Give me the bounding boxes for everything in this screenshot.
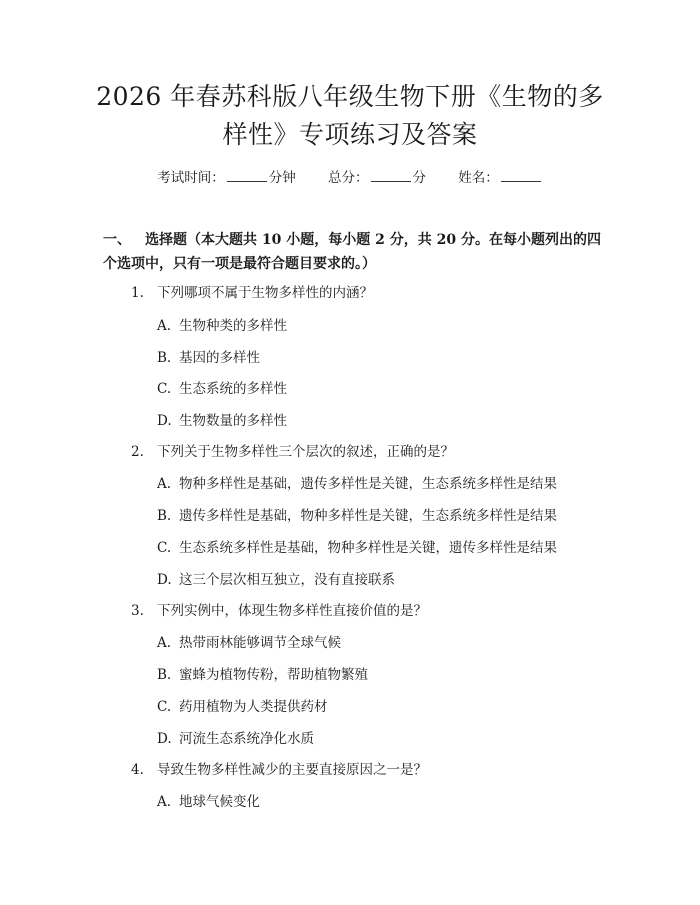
option-item (157, 697, 587, 717)
student-name-blank (501, 169, 541, 182)
option-text: 生态系统的多样性 (179, 381, 287, 397)
exam-time-label: 考试时间： (157, 170, 225, 186)
option-letter: D. (157, 731, 172, 747)
option-item (157, 474, 587, 494)
option-letter: A. (157, 318, 172, 334)
option-item (157, 538, 587, 558)
question-text: 下列哪项不属于生物多样性的内涵？ (157, 285, 373, 301)
question-item (131, 601, 591, 621)
option-text: 这三个层次相互独立，没有直接联系 (179, 572, 395, 588)
option-text: 河流生态系统净化水质 (179, 731, 314, 747)
option-text: 遗传多样性是基础，物种多样性是关键，生态系统多样性是结果 (179, 508, 557, 524)
option-item (157, 570, 587, 590)
question-number: 3. (131, 603, 144, 619)
option-text: 蜜蜂为植物传粉，帮助植物繁殖 (179, 667, 368, 683)
question-number: 2. (131, 444, 144, 460)
option-text: 热带雨林能够调节全球气候 (179, 635, 341, 651)
question-item (131, 760, 591, 780)
option-text: 生物种类的多样性 (179, 318, 287, 334)
option-letter: D. (157, 413, 172, 429)
option-item (157, 379, 587, 399)
exam-time-field (157, 168, 296, 188)
student-name-field (458, 168, 543, 188)
question-text: 导致生物多样性减少的主要直接原因之一是？ (157, 762, 427, 778)
option-letter: C. (157, 540, 172, 556)
option-text: 基因的多样性 (179, 350, 260, 366)
exam-time-unit: 分钟 (268, 170, 296, 186)
total-score-blank (371, 169, 411, 182)
section-heading (103, 228, 603, 276)
question-number: 1. (131, 285, 144, 301)
option-letter: B. (157, 508, 172, 524)
option-item (157, 729, 587, 749)
title-line-2: 样性》专项练习及答案 (222, 120, 478, 149)
option-item (157, 348, 587, 368)
title-line-1: 2026 年春苏科版八年级生物下册《生物的多 (96, 82, 604, 111)
option-item (157, 633, 587, 653)
option-item (157, 665, 587, 685)
option-letter: B. (157, 667, 172, 683)
option-letter: A. (157, 794, 172, 810)
section-number: 一、 (103, 232, 131, 248)
option-item (157, 316, 587, 336)
question-number: 4. (131, 762, 144, 778)
option-text: 物种多样性是基础，遗传多样性是关键，生态系统多样性是结果 (179, 476, 557, 492)
question-item (131, 283, 591, 303)
option-text: 生态系统多样性是基础，物种多样性是关键，遗传多样性是结果 (179, 540, 557, 556)
exam-time-blank (227, 169, 267, 182)
total-score-field (328, 168, 426, 188)
option-letter: D. (157, 572, 172, 588)
option-letter: A. (157, 635, 172, 651)
exam-info-line (0, 168, 700, 188)
student-name-label: 姓名： (458, 170, 499, 186)
option-letter: A. (157, 476, 172, 492)
option-item (157, 506, 587, 526)
question-text: 下列关于生物多样性三个层次的叙述，正确的是？ (157, 444, 454, 460)
option-letter: C. (157, 381, 172, 397)
option-text: 生物数量的多样性 (179, 413, 287, 429)
option-item (157, 411, 587, 431)
option-letter: B. (157, 350, 172, 366)
question-text: 下列实例中，体现生物多样性直接价值的是？ (157, 603, 427, 619)
total-score-label: 总分： (328, 170, 369, 186)
option-letter: C. (157, 699, 172, 715)
option-item (157, 792, 587, 812)
section-instructions: 选择题（本大题共 10 小题，每小题 2 分，共 20 分。在每小题列出的四个选项中，只有一项是最符合题目要求的。） (103, 232, 601, 272)
document-title (60, 78, 640, 154)
total-score-unit: 分 (412, 170, 426, 186)
option-text: 药用植物为人类提供药材 (179, 699, 328, 715)
option-text: 地球气候变化 (179, 794, 260, 810)
question-item (131, 442, 591, 462)
